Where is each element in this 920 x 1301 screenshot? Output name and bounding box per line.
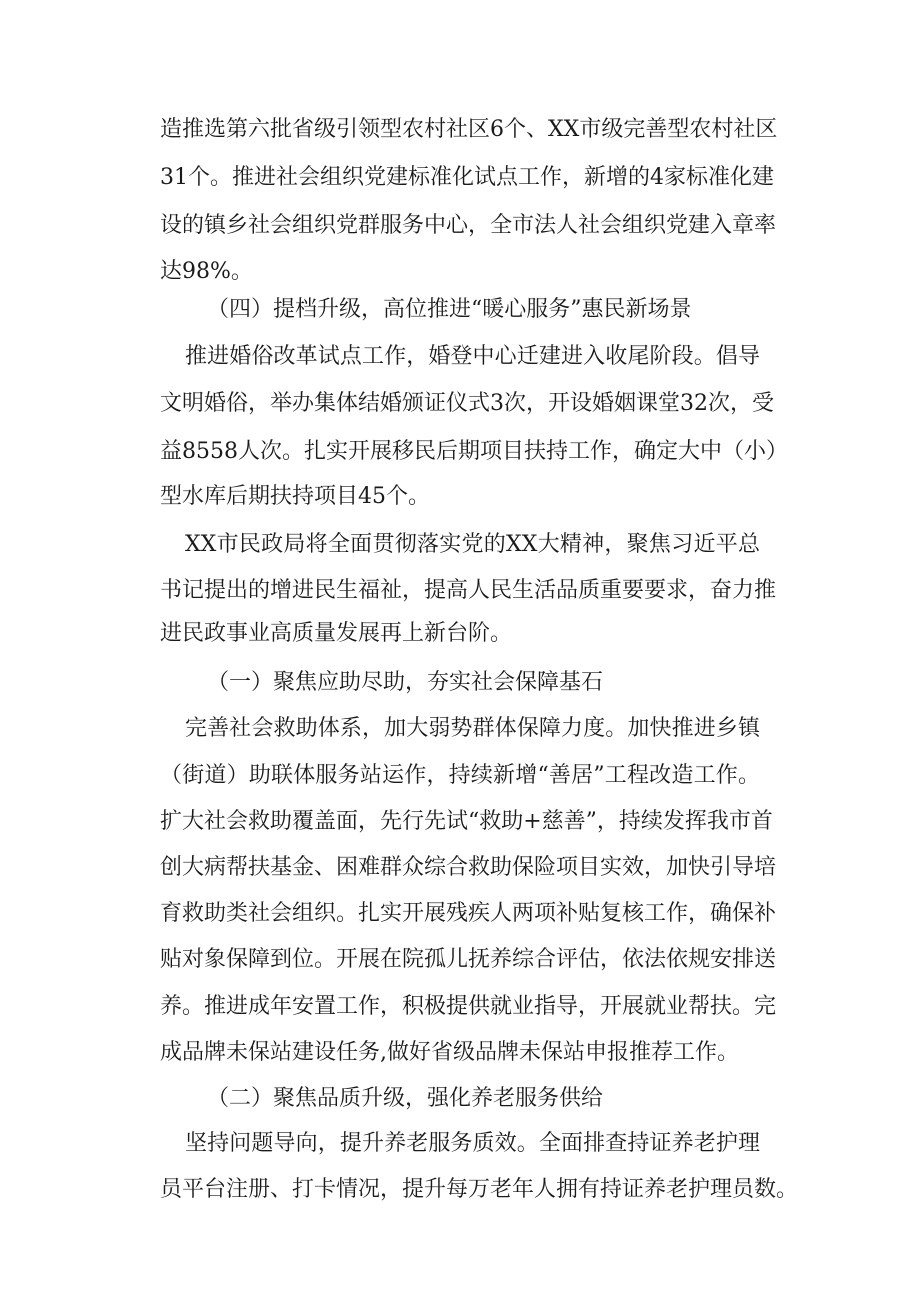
paragraph-line: 文明婚俗，举办集体结婚颁证仪式3次，开设婚姻课堂32次，受 <box>160 391 774 416</box>
paragraph-line: 完善社会救助体系，加大弱势群体保障力度。加快推进乡镇 <box>185 716 760 741</box>
paragraph-line: 31个。推进社会组织党建标准化试点工作，新增的4家标准化建 <box>160 165 774 190</box>
paragraph-line: 扩大社会救助覆盖面，先行先试“救助+慈善”，持续发挥我市首 <box>160 809 773 834</box>
paragraph-line: 贴对象保障到位。开展在院孤儿抚养综合评估，依法依规安排送 <box>160 947 777 972</box>
paragraph-line: 推进婚俗改革试点工作，婚登中心迁建进入收尾阶段。倡导 <box>185 344 760 369</box>
paragraph-line: XX市民政局将全面贯彻落实党的XX大精神，聚焦习近平总 <box>185 532 760 557</box>
paragraph-line: 益8558人次。扎实开展移民后期项目扶持工作，确定大中（小） <box>160 439 788 464</box>
paragraph-line: 员平台注册、打卡情况，提升每万老年人拥有持证养老护理员数。 <box>160 1177 799 1202</box>
section-heading: （四）提档升级，高位推进“暖心服务”惠民新场景 <box>207 297 692 322</box>
paragraph-line: （街道）助联体服务站运作，持续新增“善居”工程改造工作。 <box>160 763 760 788</box>
paragraph-line: 造推选第六批省级引领型农村社区6个、XX市级完善型农村社区 <box>160 117 778 142</box>
paragraph-line: 创大病帮扶基金、困难群众综合救助保险项目实效，加快引导培 <box>160 855 777 880</box>
paragraph-line: 成品牌未保站建设任务,做好省级品牌未保站申报推荐工作。 <box>160 1040 739 1065</box>
paragraph-line: 书记提出的增进民生福祉，提高人民生活品质重要要求，奋力推 <box>160 578 777 603</box>
paragraph-line: 进民政事业高质量发展再上新台阶。 <box>160 621 513 646</box>
section-heading: （一）聚焦应助尽助，夯实社会保障基石 <box>207 670 604 695</box>
paragraph-line: 坚持问题导向，提升养老服务质效。全面排查持证养老护理 <box>185 1131 760 1156</box>
paragraph-line: 养。推进成年安置工作，积极提供就业指导，开展就业帮扶。完 <box>160 994 777 1019</box>
paragraph-line: 设的镇乡社会组织党群服务中心，全市法人社会组织党建入章率 <box>160 213 777 238</box>
paragraph-line: 育救助类社会组织。扎实开展残疾人两项补贴复核工作，确保补 <box>160 901 777 926</box>
section-heading: （二）聚焦品质升级，强化养老服务供给 <box>207 1086 604 1111</box>
paragraph-line: 达98%。 <box>160 259 253 284</box>
paragraph-line: 型水库后期扶持项目45个。 <box>160 484 430 509</box>
